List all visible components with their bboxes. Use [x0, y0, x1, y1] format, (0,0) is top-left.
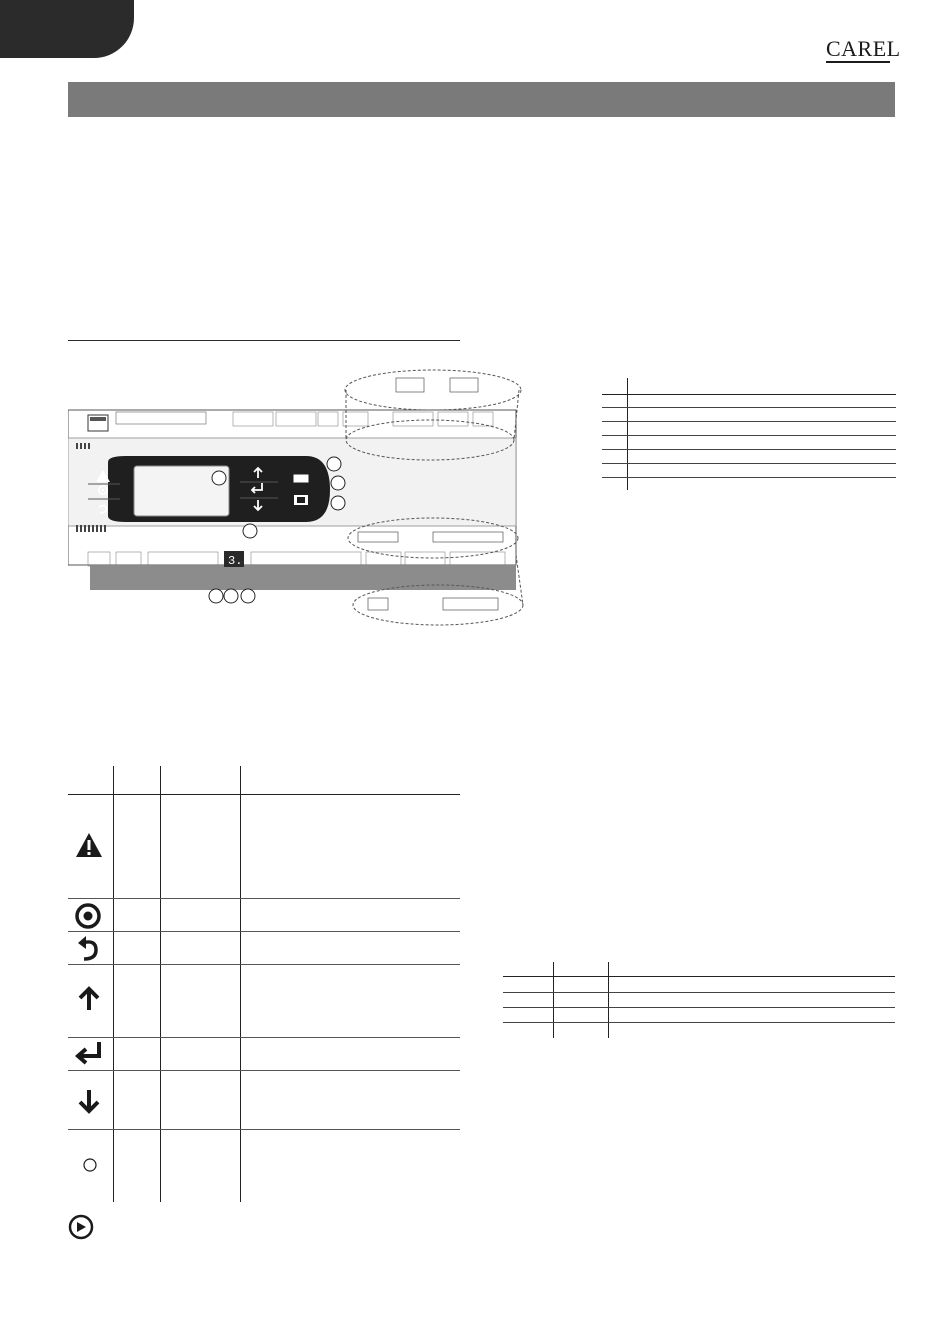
logo-underline [826, 61, 890, 63]
down-arrow-icon [77, 1088, 101, 1114]
keys-table [68, 766, 460, 1202]
program-icon [74, 902, 102, 930]
controller-diagram [68, 360, 548, 630]
subsection-rule [68, 340, 460, 341]
up-arrow-icon [77, 986, 101, 1012]
legend-table-lower [503, 962, 895, 1038]
svg-text:3.: 3. [228, 554, 243, 568]
escape-icon [76, 933, 102, 963]
enter-icon [74, 1040, 104, 1066]
legend-table-upper [602, 378, 896, 490]
section-header-bar [68, 82, 895, 117]
alarm-icon [75, 832, 103, 858]
carel-logo: CAREL [826, 36, 901, 61]
led-icon [82, 1157, 98, 1173]
page-corner-tab [0, 0, 134, 58]
note-arrow-icon [68, 1214, 94, 1240]
